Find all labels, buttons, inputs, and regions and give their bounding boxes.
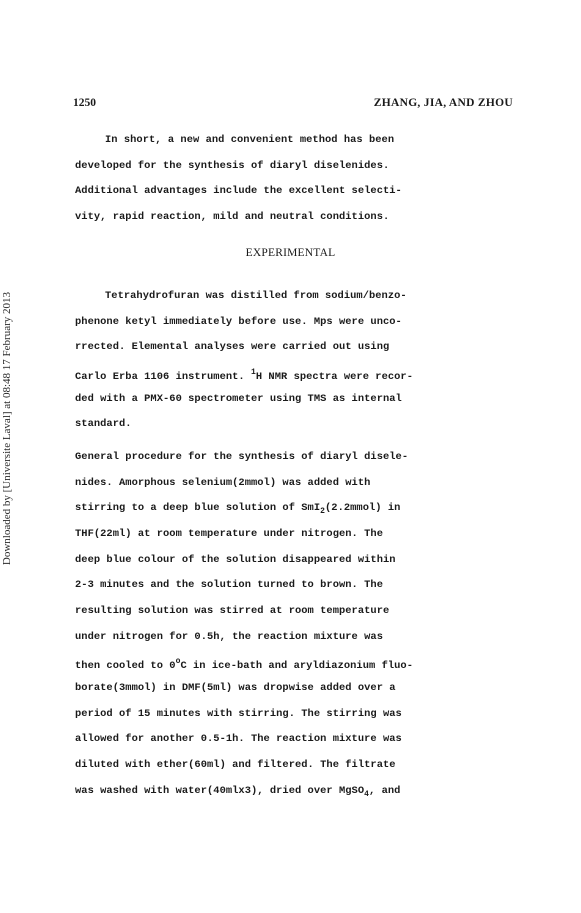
- line-text: stirring to a deep blue solution of SmI: [75, 502, 321, 514]
- line-text: , and: [369, 785, 401, 797]
- subscript: 4: [364, 790, 369, 799]
- paragraph-line: 2-3 minutes and the solution turned to brown. The: [75, 579, 383, 591]
- paragraph-line: [75, 784, 400, 802]
- paragraph-line: ded with a PMX-60 spectrometer using TMS as internal: [75, 393, 402, 405]
- paragraph-line: [75, 655, 413, 673]
- running-head: ZHANG, JIA, AND ZHOU: [373, 97, 513, 109]
- line-text: then cooled to 0: [75, 660, 176, 672]
- paragraph-line: rrected. Elemental analyses were carried out using: [75, 341, 390, 353]
- subscript: 2: [320, 507, 325, 516]
- paragraph-line: developed for the synthesis of diaryl diselenides.: [75, 160, 390, 172]
- superscript: 1: [251, 368, 256, 377]
- section-heading: EXPERIMENTAL: [245, 247, 336, 259]
- paragraph-line: General procedure for the synthesis of diaryl disele-: [75, 451, 409, 463]
- paragraph-line: [75, 366, 413, 384]
- line-text: H NMR spectra were recor-: [255, 371, 413, 383]
- superscript: o: [175, 657, 181, 666]
- paragraph-line: In short, a new and convenient method has been: [105, 134, 395, 146]
- paragraph-line: Additional advantages include the excellent selecti-: [75, 185, 402, 197]
- paragraph-line: vity, rapid reaction, mild and neutral conditions.: [75, 211, 390, 223]
- paragraph-line: allowed for another 0.5-1h. The reaction mixture was: [75, 733, 402, 745]
- line-text: Carlo Erba 1106 instrument.: [75, 371, 251, 383]
- paragraph-line: deep blue colour of the solution disappeared within: [75, 554, 396, 566]
- paragraph-line: standard.: [75, 418, 132, 430]
- paragraph-line: under nitrogen for 0.5h, the reaction mixture was: [75, 631, 383, 643]
- paragraph-line: borate(3mmol) in DMF(5ml) was dropwise added over a: [75, 682, 396, 694]
- page-number: 1250: [73, 97, 96, 109]
- paragraph-line: Tetrahydrofuran was distilled from sodium/benzo-: [105, 290, 407, 302]
- paragraph-line: phenone ketyl immediately before use. Mps were unco-: [75, 316, 402, 328]
- paragraph-line: THF(22ml) at room temperature under nitrogen. The: [75, 528, 383, 540]
- paragraph-line: period of 15 minutes with stirring. The stirring was: [75, 708, 402, 720]
- line-text: C in ice-bath and aryldiazonium fluo-: [180, 660, 413, 672]
- page-header: [73, 97, 513, 113]
- paragraph-line: [75, 501, 400, 519]
- line-text: (2.2mmol) in: [325, 502, 401, 514]
- paragraph-line: diluted with ether(60ml) and filtered. The filtrate: [75, 759, 396, 771]
- paragraph-line: nides. Amorphous selenium(2mmol) was added with: [75, 477, 371, 489]
- line-text: was washed with water(40mlx3), dried over MgSO: [75, 785, 365, 797]
- download-watermark: Downloaded by [Universite Laval] at 08:48 17 February 2013: [1, 292, 13, 566]
- paragraph-line: resulting solution was stirred at room temperature: [75, 605, 390, 617]
